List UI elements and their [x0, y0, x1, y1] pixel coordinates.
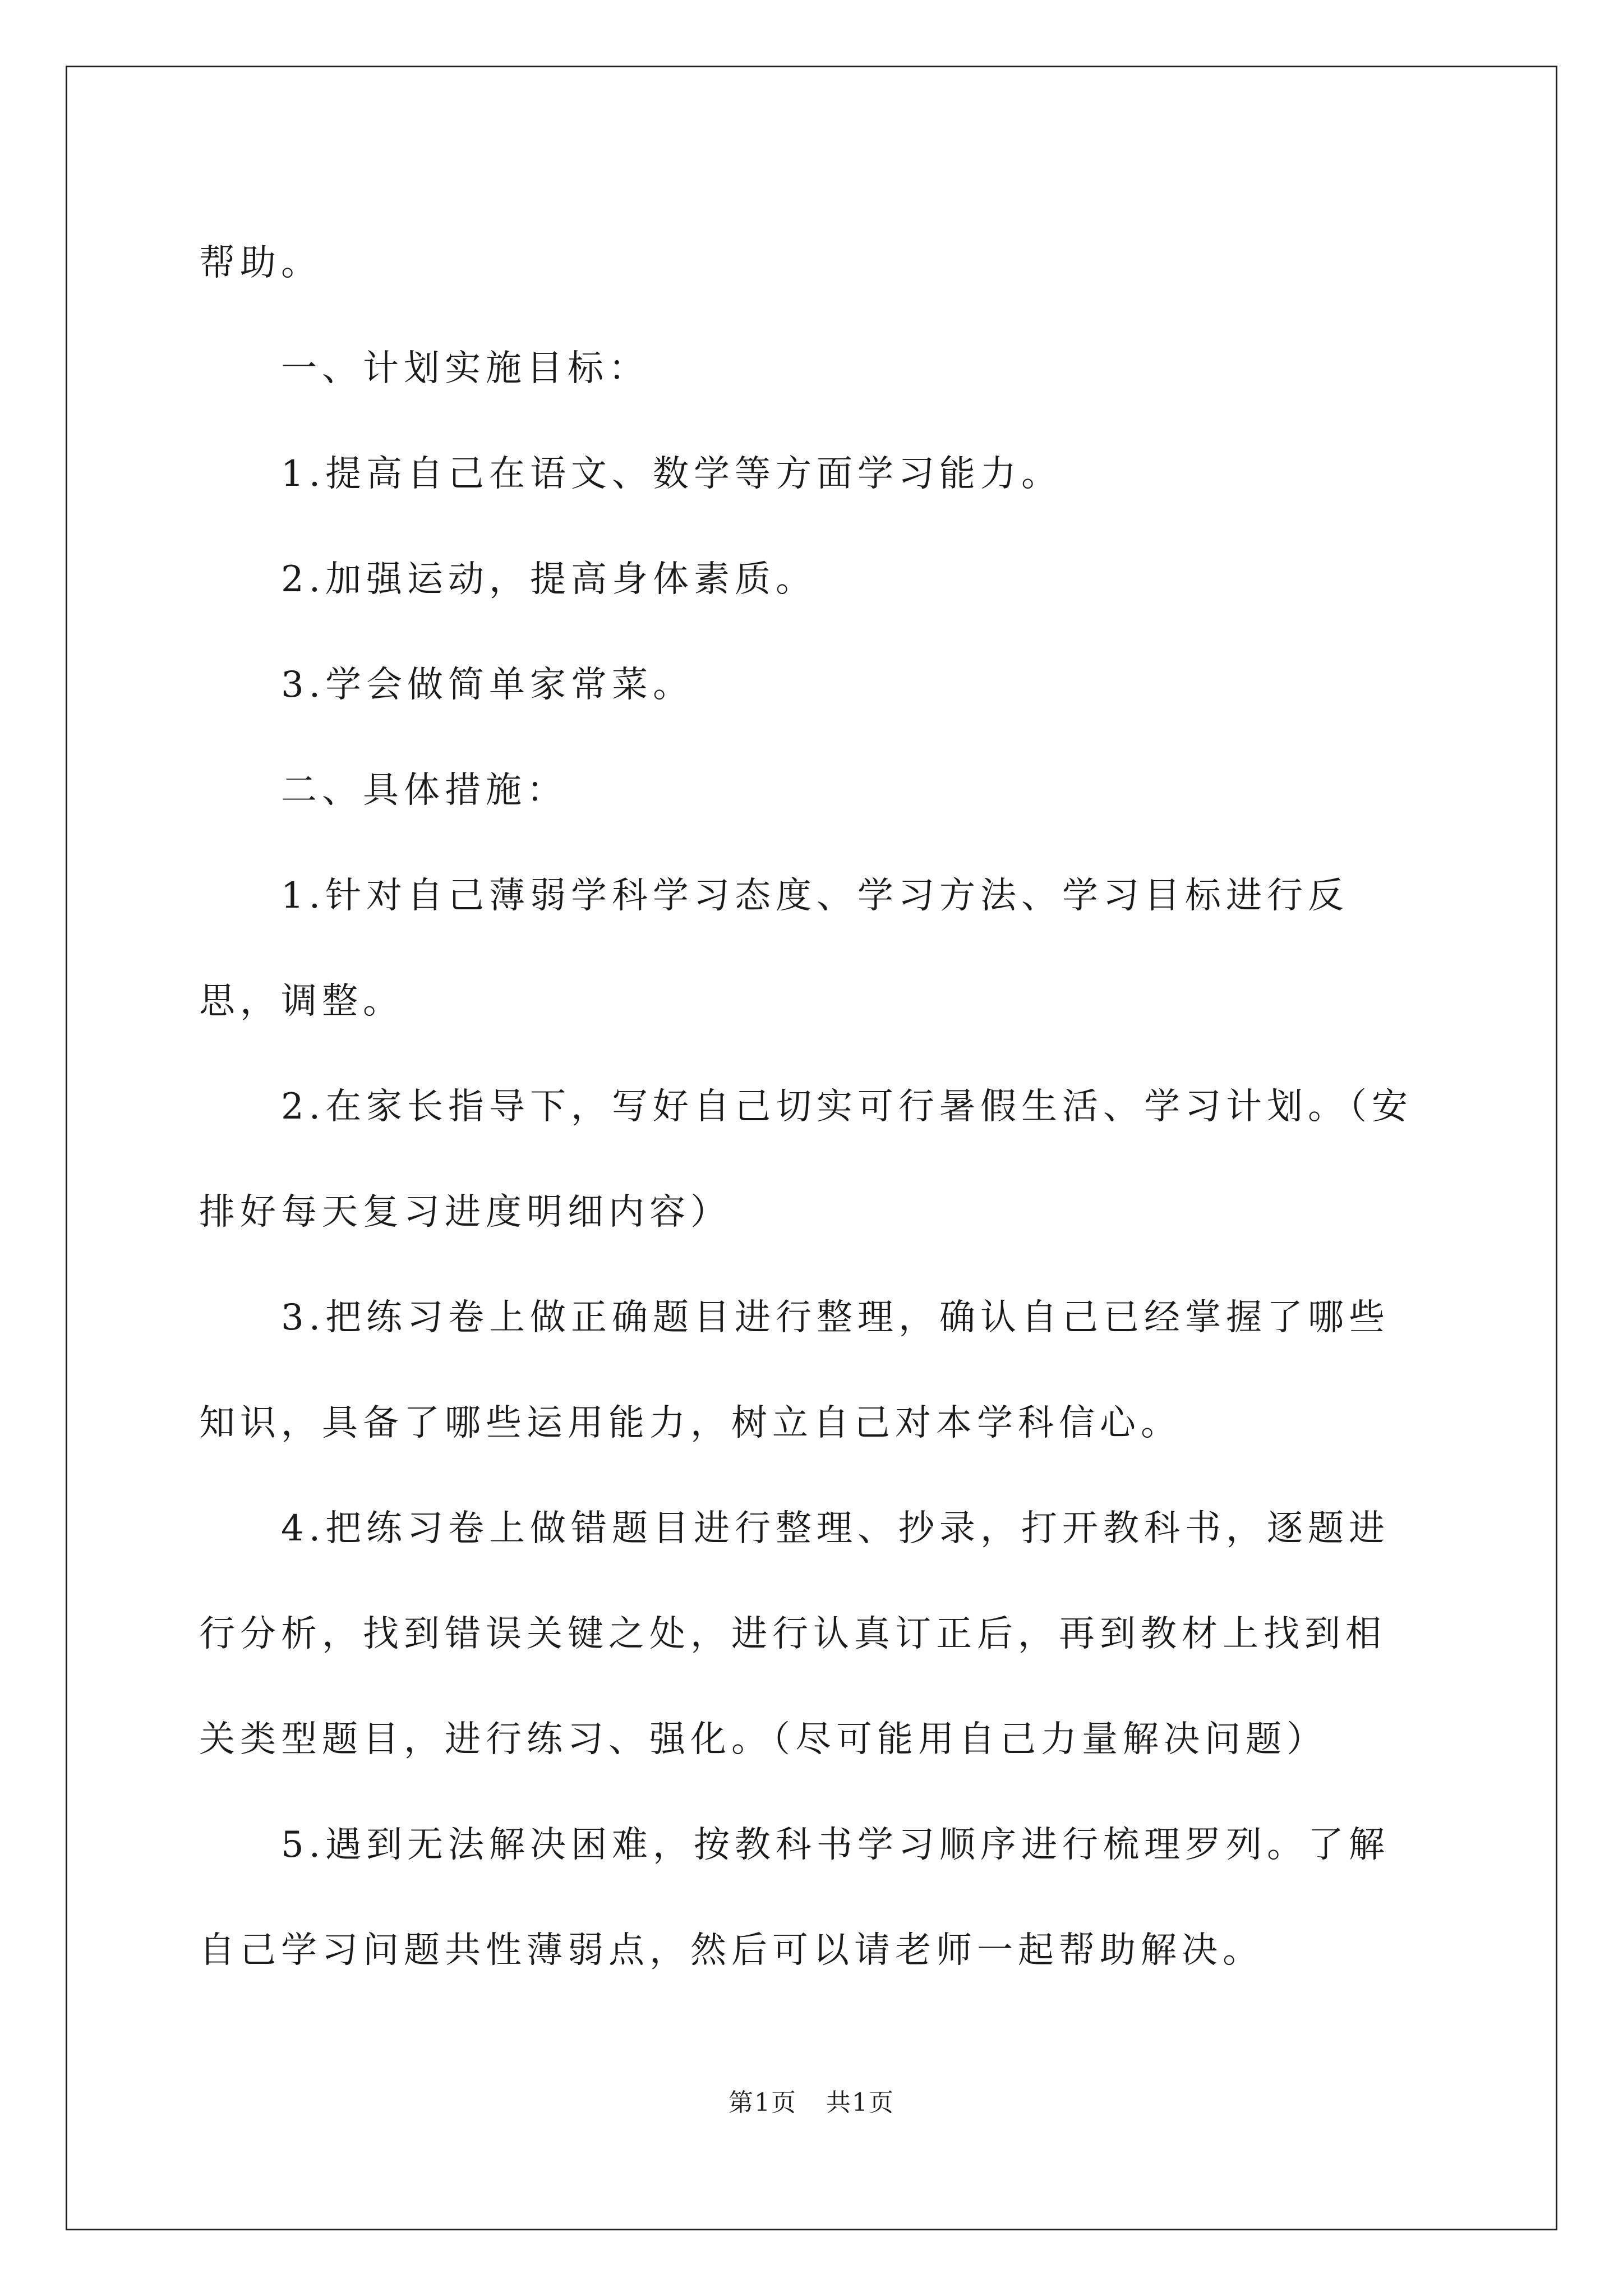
section-heading-goals: 一、计划实施目标：	[281, 348, 649, 389]
measure-item-3: 3.把练习卷上做正确题目进行整理，确认自己已经掌握了哪些知识，具备了哪些运用能力，树立自己对本学科信心。	[199, 1297, 1390, 1444]
goal-item-1: 1.提高自己在语文、数学等方面学习能力。	[281, 453, 1063, 495]
page-number-total: 共1页	[826, 2088, 895, 2117]
section-heading-measures: 二、具体措施：	[281, 770, 568, 811]
document-body	[199, 210, 1422, 2003]
page-number-current: 第1页	[728, 2088, 797, 2117]
goal-item-2: 2.加强运动，提高身体素质。	[281, 559, 817, 600]
page-footer	[0, 2082, 1623, 2118]
paragraph-continuation: 帮助。	[199, 242, 322, 284]
measure-item-2: 2.在家长指导下，写好自己切实可行暑假生活、学习计划。（安排好每天复习进度明细内容）	[199, 1086, 1413, 1233]
measure-item-4: 4.把练习卷上做错题目进行整理、抄录，打开教科书，逐题进行分析，找到错误关键之处，进行认真订正后，再到教材上找到相关类型题目，进行练习、强化。（尽可能用自己力量解决问题）	[199, 1508, 1390, 1760]
measure-item-1: 1.针对自己薄弱学科学习态度、学习方法、学习目标进行反思，调整。	[199, 875, 1349, 1022]
goal-item-3: 3.学会做简单家常菜。	[281, 664, 694, 706]
measure-item-5: 5.遇到无法解决困难，按教科书学习顺序进行梳理罗列。了解自己学习问题共性薄弱点，然后可以请老师一起帮助解决。	[199, 1824, 1390, 1971]
